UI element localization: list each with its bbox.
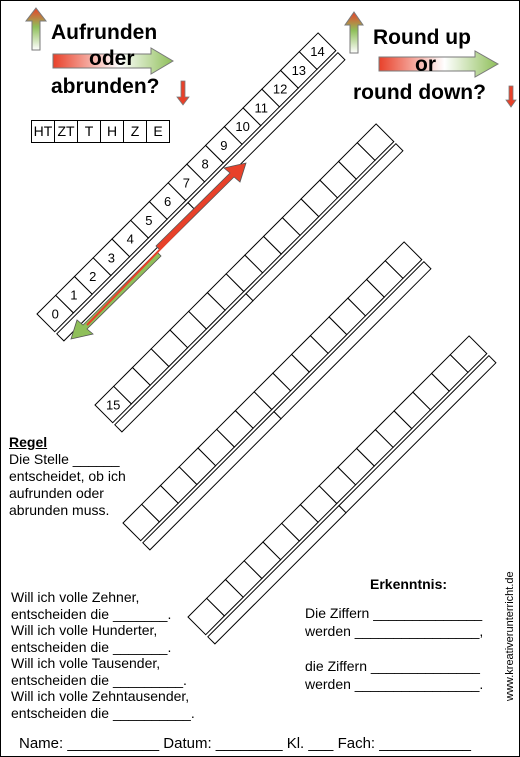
place-value-zt: ZT: [54, 120, 78, 143]
strip-number-label: 10: [235, 119, 250, 135]
place-value-ht: HT: [31, 120, 55, 143]
strip-number-label: 4: [126, 231, 134, 247]
up-arrow-icon-right: [345, 12, 363, 53]
strip-answer-slot: [339, 356, 496, 513]
place-value-e: E: [146, 120, 170, 143]
strip-number-label: 2: [89, 269, 97, 284]
strip-number-label: 6: [163, 194, 172, 209]
strip-number-label: 12: [272, 81, 288, 97]
regel-line: abrunden muss.: [9, 502, 110, 518]
regel-line: entscheidet, ob ich: [9, 468, 126, 484]
rule-line: entscheiden die _______.: [11, 638, 172, 655]
erkenntnis-line: werden ________________,: [305, 623, 484, 639]
strip-number-label: 11: [254, 100, 269, 116]
strip-number-label: 15: [105, 397, 121, 413]
regel-heading: Regel: [9, 434, 48, 450]
strip-number-label: 8: [201, 156, 209, 172]
title-de-line1: Aufrunden: [51, 21, 158, 44]
erkenntnis-line: Die Ziffern ______________: [305, 605, 483, 621]
strip-answer-slot: [115, 294, 253, 432]
strip-number-label: 3: [107, 250, 116, 266]
right-arrow-icon-right: [379, 51, 498, 77]
erkenntnis-line: werden ________________.: [305, 676, 484, 692]
place-value-t: T: [77, 120, 101, 143]
number-strip-4: [188, 336, 496, 644]
footer-fields: Name: ___________ Datum: ________ Kl. ___ Fach: ___________: [19, 735, 472, 752]
title-en-line2: or: [415, 53, 436, 76]
strip-number-label: 13: [291, 62, 307, 78]
number-strip-3: [123, 242, 431, 550]
rule-line: Will ich volle Tausender,: [11, 655, 161, 671]
title-en-line1: Round up: [373, 26, 471, 49]
website-side-text: www.kreativerunterricht.de: [504, 571, 516, 701]
down-arrow-icon-left: [177, 81, 189, 105]
rule-line: Will ich volle Zehner,: [11, 589, 140, 605]
strip-number-label: 0: [51, 306, 59, 322]
rule-line: Will ich volle Hunderter,: [11, 622, 158, 638]
strip-number-label: 5: [145, 212, 153, 228]
strip-number-label: 9: [220, 137, 228, 153]
place-value-z: Z: [123, 120, 147, 143]
erkenntnis-line: die Ziffern ______________: [305, 658, 480, 674]
up-arrow-icon-left: [26, 8, 46, 50]
strip-number-label: 14: [310, 44, 325, 60]
strip-answer-slot: [274, 262, 431, 419]
title-de-line3: abrunden?: [51, 75, 160, 98]
strip-number-label: 7: [182, 175, 191, 191]
title-de-line2: oder: [89, 47, 135, 70]
regel-line: Die Stelle ______: [9, 451, 120, 467]
place-value-table: [32, 120, 170, 143]
rule-line: Will ich volle Zehntausender,: [11, 688, 190, 704]
regel-line: aufrunden oder: [9, 485, 104, 501]
erkenntnis-heading: Erkenntnis:: [370, 576, 448, 592]
number-strip-2: [95, 124, 403, 432]
rule-line: entscheiden die __________.: [11, 704, 195, 721]
rule-line: entscheiden die _______.: [11, 605, 172, 622]
down-arrow-icon-right: [506, 86, 516, 107]
strip-answer-slot: [143, 412, 281, 550]
title-en-line3: round down?: [353, 81, 486, 104]
strip-number-label: 1: [70, 287, 78, 303]
rule-line: entscheiden die _________.: [11, 671, 187, 688]
place-value-h: H: [100, 120, 124, 143]
